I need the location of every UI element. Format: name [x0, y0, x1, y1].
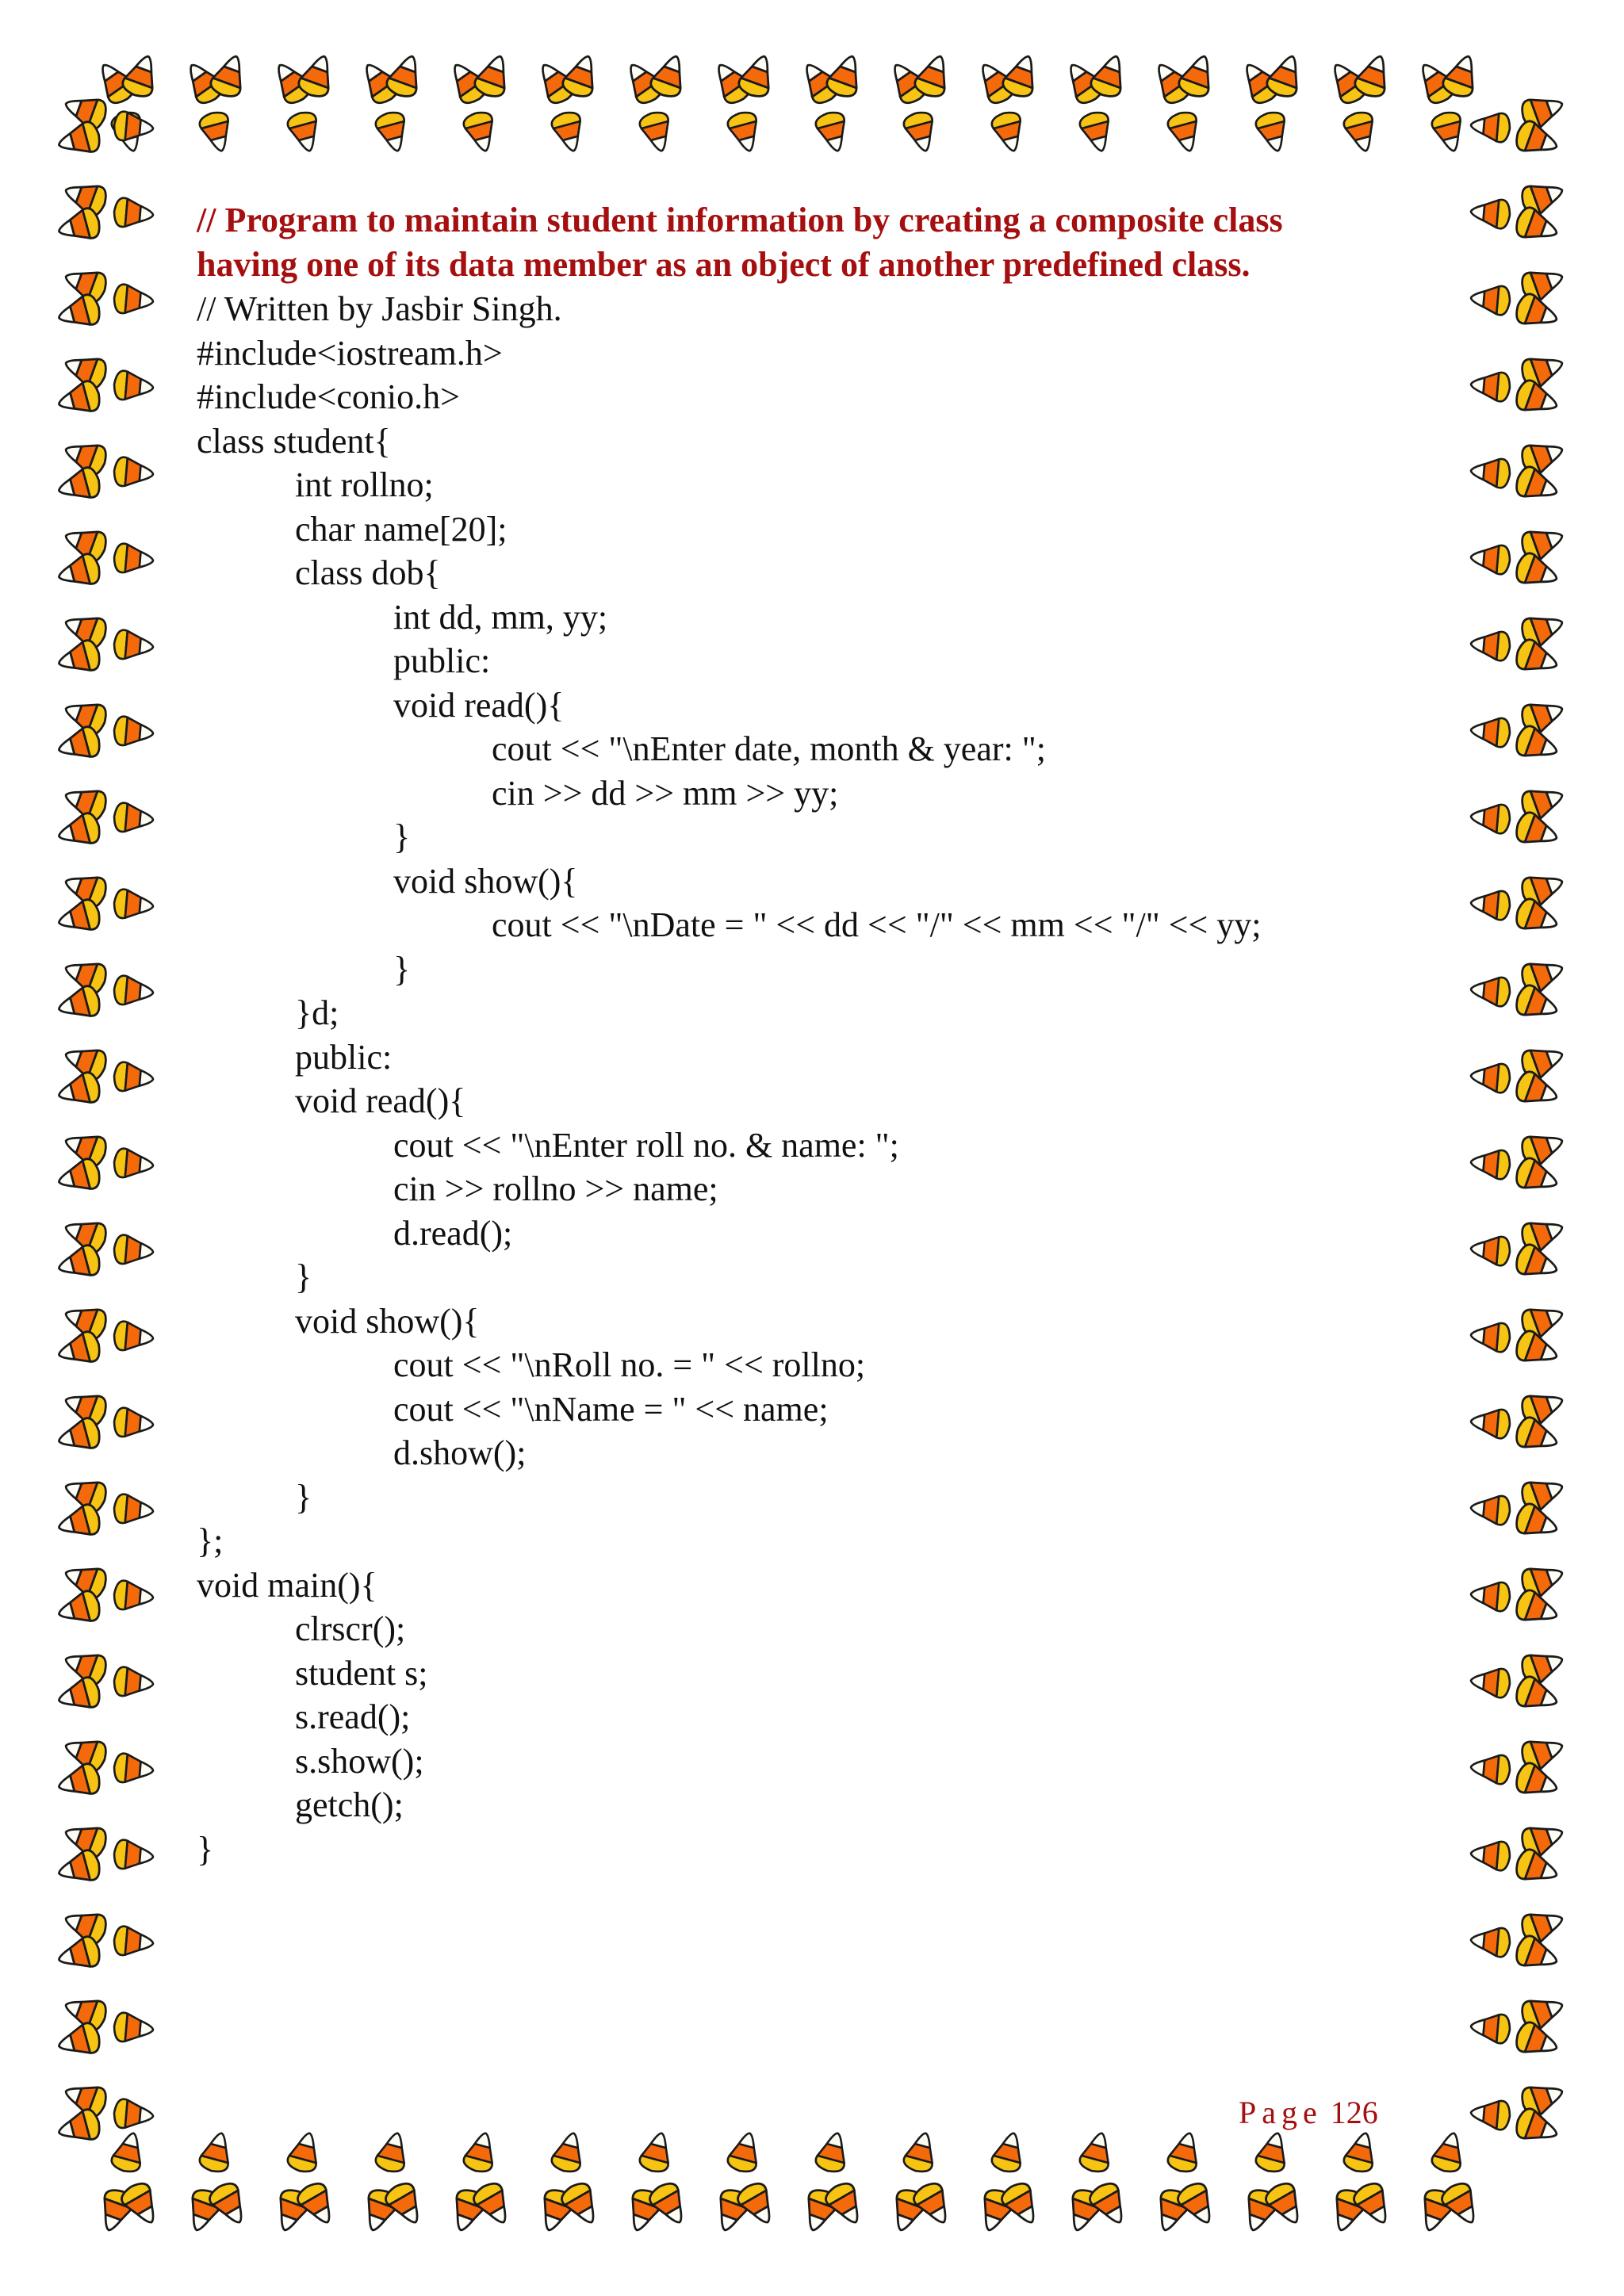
candy-corn-icon [1513, 1414, 1562, 1457]
candy-corn-icon [1254, 109, 1292, 155]
code-line: }d; [295, 993, 339, 1032]
candy-corn-icon [462, 109, 500, 155]
candy-corn-icon [734, 2179, 781, 2230]
candy-corn-icon [998, 2179, 1045, 2230]
candy-corn-icon [1469, 1407, 1511, 1440]
candy-corn-icon [726, 109, 764, 155]
candy-corn-icon [1513, 291, 1562, 334]
candy-corn-icon [902, 109, 940, 155]
candy-corn-icon [1469, 716, 1511, 748]
code-line: cout << "\nName = " << name; [393, 1389, 829, 1429]
candy-corn-icon [1513, 118, 1562, 161]
code-line: cin >> dd >> mm >> yy; [492, 773, 839, 813]
candy-corn-icon [558, 2179, 605, 2230]
code-line: // Written by Jasbir Singh. [197, 289, 562, 328]
candy-corn-icon [1513, 205, 1562, 247]
candy-corn-icon [113, 716, 154, 748]
code-line: cin >> rollno >> name; [393, 1169, 718, 1208]
code-line: s.show(); [295, 1741, 424, 1781]
candy-corn-icon [1086, 2179, 1133, 2230]
candy-corn-icon [113, 197, 154, 230]
candy-corn-icon [113, 1148, 154, 1181]
candy-corn-icon [1513, 723, 1562, 766]
candy-corn-icon [113, 1667, 154, 1699]
candy-corn-icon [1174, 2179, 1221, 2230]
candy-corn-icon [1513, 1760, 1562, 1803]
code-line: char name[20]; [295, 509, 508, 549]
code-line: #include<iostream.h> [197, 333, 503, 373]
candy-corn-icon [206, 2179, 253, 2230]
candy-corn-icon [1469, 1148, 1511, 1181]
candy-corn-icon [113, 802, 154, 835]
candy-corn-icon [382, 2179, 429, 2230]
code-line: s.read(); [295, 1697, 411, 1736]
code-line: } [295, 1257, 312, 1296]
candy-corn-icon [1469, 197, 1511, 230]
candy-corn-icon [113, 1407, 154, 1440]
document-heading [197, 198, 1434, 287]
candy-corn-icon [1350, 2179, 1397, 2230]
code-line: } [295, 1477, 312, 1517]
candy-corn-icon [1166, 109, 1204, 155]
candy-corn-icon [113, 543, 154, 576]
code-line: void show(){ [393, 861, 578, 901]
candy-corn-icon [1469, 889, 1511, 921]
candy-corn-icon [1430, 2130, 1468, 2175]
candy-corn-icon [1469, 629, 1511, 662]
candy-corn-icon [113, 457, 154, 489]
candy-corn-icon [1469, 802, 1511, 835]
code-line: void show(){ [295, 1301, 480, 1341]
candy-corn-icon [113, 284, 154, 316]
candy-corn-icon [990, 109, 1028, 155]
candy-corn-icon [113, 2012, 154, 2045]
candy-corn-icon [1469, 284, 1511, 316]
heading-line-1: // Program to maintain student information by creating a composite class [197, 201, 1283, 239]
candy-corn-icon [113, 370, 154, 403]
candy-corn-icon [1513, 464, 1562, 507]
candy-corn-icon [1262, 2179, 1309, 2230]
candy-corn-icon [1469, 1234, 1511, 1267]
candy-corn-icon [1430, 109, 1468, 155]
candy-corn-icon [1469, 543, 1511, 576]
candy-corn-icon [990, 2130, 1028, 2175]
candy-corn-icon [550, 2130, 588, 2175]
candy-corn-icon [910, 2179, 957, 2230]
candy-corn-icon [197, 2130, 236, 2175]
candy-corn-icon [1513, 2106, 1562, 2149]
candy-corn-icon [113, 629, 154, 662]
candy-corn-icon [822, 2179, 869, 2230]
candy-corn-icon [113, 1494, 154, 1526]
code-line: student s; [295, 1653, 428, 1693]
candy-corn-icon [285, 2130, 324, 2175]
candy-corn-icon [1469, 1839, 1511, 1872]
candy-corn-icon [1513, 2019, 1562, 2062]
candy-corn-icon [118, 2179, 165, 2230]
candy-corn-icon [294, 2179, 341, 2230]
document-body [197, 198, 1434, 1871]
candy-corn-icon [1469, 2012, 1511, 2045]
code-line: cout << "\nDate = " << dd << "/" << mm << "/" << yy; [492, 905, 1262, 944]
candy-corn-icon [1513, 377, 1562, 420]
candy-corn-icon [1469, 111, 1511, 144]
candy-corn-icon [109, 2130, 147, 2175]
candy-corn-icon [1469, 1580, 1511, 1613]
candy-corn-icon [113, 111, 154, 144]
candy-corn-icon [1513, 1242, 1562, 1284]
code-line: } [393, 949, 411, 989]
candy-corn-icon [113, 1062, 154, 1094]
candy-corn-icon [113, 1234, 154, 1267]
candy-corn-icon [470, 2179, 517, 2230]
candy-corn-icon [638, 2130, 676, 2175]
candy-corn-icon [814, 2130, 852, 2175]
code-line: cout << "\nRoll no. = " << rollno; [393, 1345, 866, 1384]
candy-corn-icon [1438, 2179, 1485, 2230]
candy-corn-icon [1469, 1667, 1511, 1699]
code-line: cout << "\nEnter roll no. & name: "; [393, 1125, 899, 1165]
code-line: }; [197, 1521, 224, 1560]
candy-corn-icon [285, 109, 324, 155]
page-number [1239, 2093, 1378, 2133]
candy-corn-icon [1513, 1674, 1562, 1716]
candy-corn-icon [113, 1839, 154, 1872]
code-line: #include<conio.h> [197, 377, 460, 416]
code-line: } [197, 1829, 214, 1869]
candy-corn-icon [113, 1926, 154, 1958]
candy-corn-icon [1469, 457, 1511, 489]
candy-corn-icon [1254, 2130, 1292, 2175]
candy-corn-icon [1469, 370, 1511, 403]
heading-line-2: having one of its data member as an object of another predefined class. [197, 245, 1251, 284]
candy-corn-icon [1342, 109, 1380, 155]
candy-corn-icon [462, 2130, 500, 2175]
candy-corn-icon [1469, 1494, 1511, 1526]
candy-corn-icon [1513, 1328, 1562, 1371]
page-number-label: Page [1239, 2095, 1323, 2130]
candy-corn-icon [1513, 1933, 1562, 1976]
candy-corn-icon [373, 2130, 412, 2175]
code-line: public: [393, 641, 491, 680]
candy-corn-icon [113, 1753, 154, 1785]
code-line: void read(){ [295, 1081, 466, 1120]
candy-corn-icon [1513, 1846, 1562, 1889]
code-line: d.show(); [393, 1433, 527, 1472]
candy-corn-icon [726, 2130, 764, 2175]
candy-corn-icon [550, 109, 588, 155]
code-line: getch(); [295, 1785, 404, 1824]
code-line: class student{ [197, 421, 391, 461]
candy-corn-icon [1078, 109, 1116, 155]
candy-corn-icon [373, 109, 412, 155]
candy-corn-icon [1513, 637, 1562, 679]
code-line: void read(){ [393, 685, 565, 725]
candy-corn-icon [197, 109, 236, 155]
candy-corn-icon [1469, 1062, 1511, 1094]
candy-corn-icon [1513, 1587, 1562, 1630]
candy-corn-icon [1513, 809, 1562, 852]
candy-corn-icon [1469, 1321, 1511, 1353]
candy-corn-icon [113, 1321, 154, 1353]
candy-corn-icon [1513, 1501, 1562, 1544]
candy-corn-icon [1513, 896, 1562, 939]
candy-corn-icon [1469, 1753, 1511, 1785]
candy-corn-icon [113, 889, 154, 921]
page-number-value: 126 [1330, 2095, 1378, 2130]
candy-corn-icon [638, 109, 676, 155]
candy-corn-icon [1469, 975, 1511, 1008]
candy-corn-icon [1469, 1926, 1511, 1958]
code-line: public: [295, 1037, 393, 1077]
code-line: } [393, 817, 411, 856]
candy-corn-icon [1342, 2130, 1380, 2175]
candy-corn-icon [113, 2099, 154, 2131]
candy-corn-icon [1513, 1155, 1562, 1198]
code-line: clrscr(); [295, 1609, 406, 1648]
candy-corn-icon [1469, 2099, 1511, 2131]
code-line: int rollno; [295, 465, 434, 504]
candy-corn-icon [902, 2130, 940, 2175]
code-line: int dd, mm, yy; [393, 597, 608, 637]
candy-corn-icon [1513, 550, 1562, 593]
candy-corn-icon [113, 975, 154, 1008]
code-line: class dob{ [295, 553, 441, 592]
code-line: cout << "\nEnter date, month & year: "; [492, 729, 1046, 768]
code-listing [197, 287, 1434, 1871]
code-line: d.read(); [393, 1213, 513, 1253]
candy-corn-icon [113, 1580, 154, 1613]
candy-corn-icon [1078, 2130, 1116, 2175]
candy-corn-icon [1166, 2130, 1204, 2175]
candy-corn-icon [1513, 1069, 1562, 1112]
candy-corn-icon [1513, 982, 1562, 1025]
code-line: void main(){ [197, 1565, 377, 1605]
candy-corn-icon [646, 2179, 693, 2230]
candy-corn-icon [814, 109, 852, 155]
